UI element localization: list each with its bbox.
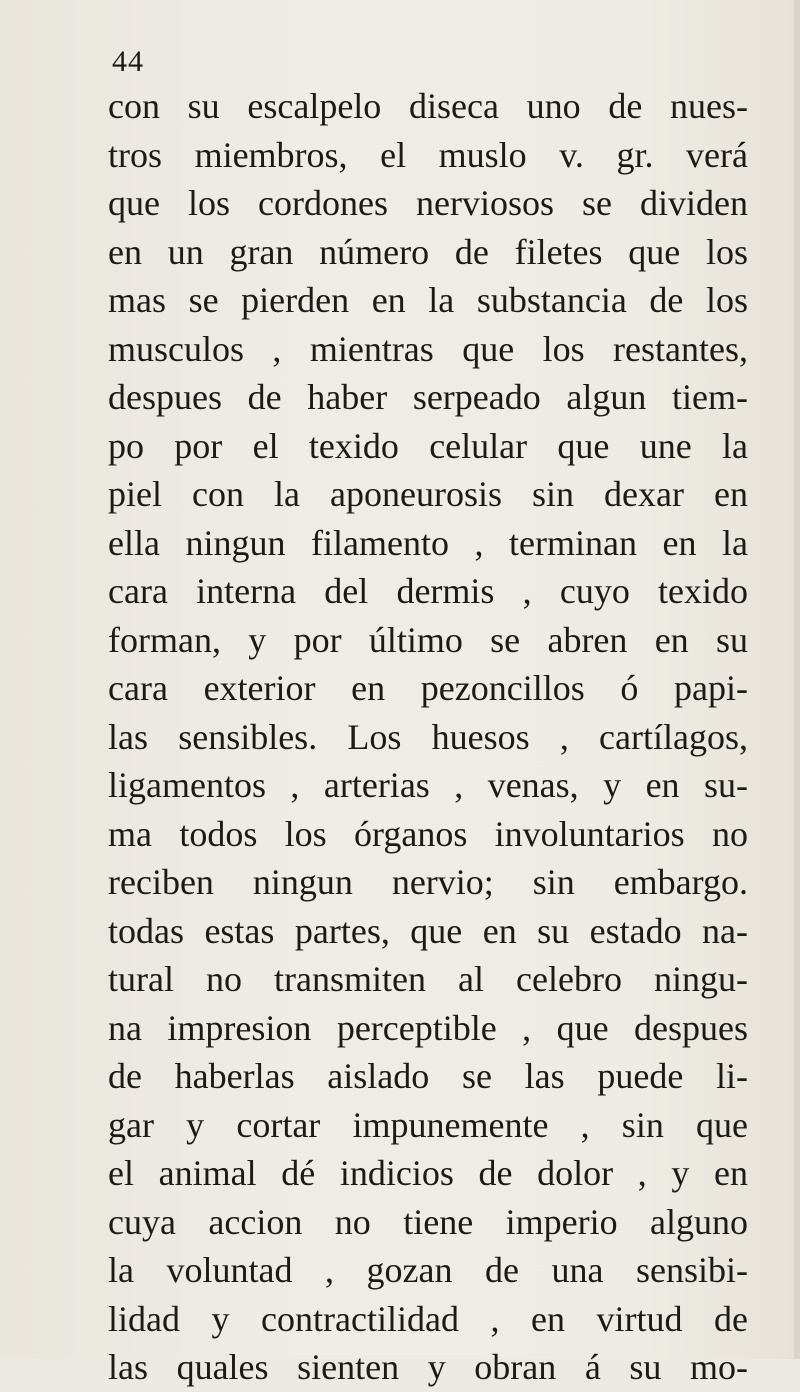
- text-line: ella ningun filamento , terminan en la: [108, 522, 748, 563]
- text-line: lidad y contractilidad , en virtud de: [108, 1298, 748, 1339]
- text-line: todas estas partes, que en su estado na-: [108, 910, 748, 951]
- text-line: que los cordones nerviosos se dividen: [108, 183, 748, 223]
- text-line: la voluntad , gozan de una sensibi-: [108, 1250, 748, 1290]
- text-line: na impresion perceptible , que despues: [108, 1007, 748, 1048]
- text-line: ma todos los órganos involuntarios no: [108, 813, 748, 854]
- text-line: forman, y por último se abren en su: [108, 619, 748, 660]
- text-line: musculos , mientras que los restantes,: [108, 328, 748, 369]
- text-line: tros miembros, el muslo v. gr. verá: [108, 134, 748, 175]
- text-line: despues de haber serpeado algun tiem-: [108, 377, 748, 417]
- text-line: cuya accion no tiene imperio alguno: [108, 1201, 748, 1242]
- text-line: tural no transmiten al celebro ningu-: [108, 959, 748, 999]
- text-line: gar y cortar impunemente , sin que: [108, 1104, 748, 1145]
- text-line: las quales sienten y obran á su mo-: [108, 1347, 748, 1387]
- text-line: las sensibles. Los huesos , cartílagos,: [108, 716, 748, 757]
- text-line: cara interna del dermis , cuyo texido: [108, 571, 748, 611]
- text-line: reciben ningun nervio; sin embargo.: [108, 862, 748, 902]
- page-edge: [794, 0, 800, 1359]
- text-line: con su escalpelo diseca uno de nues-: [108, 86, 748, 126]
- text-line: cara exterior en pezoncillos ó papi-: [108, 668, 748, 708]
- text-line: en un gran número de filetes que los: [108, 231, 748, 272]
- text-line: po por el texido celular que une la: [108, 425, 748, 466]
- body-text: [108, 82, 748, 1392]
- text-line: de haberlas aislado se las puede li-: [108, 1056, 748, 1096]
- text-line: el animal dé indicios de dolor , y en: [108, 1153, 748, 1193]
- page-number: 44: [112, 45, 144, 78]
- text-line: mas se pierden en la substancia de los: [108, 280, 748, 320]
- text-line: ligamentos , arterias , venas, y en su-: [108, 765, 748, 805]
- text-line: piel con la aponeurosis sin dexar en: [108, 474, 748, 514]
